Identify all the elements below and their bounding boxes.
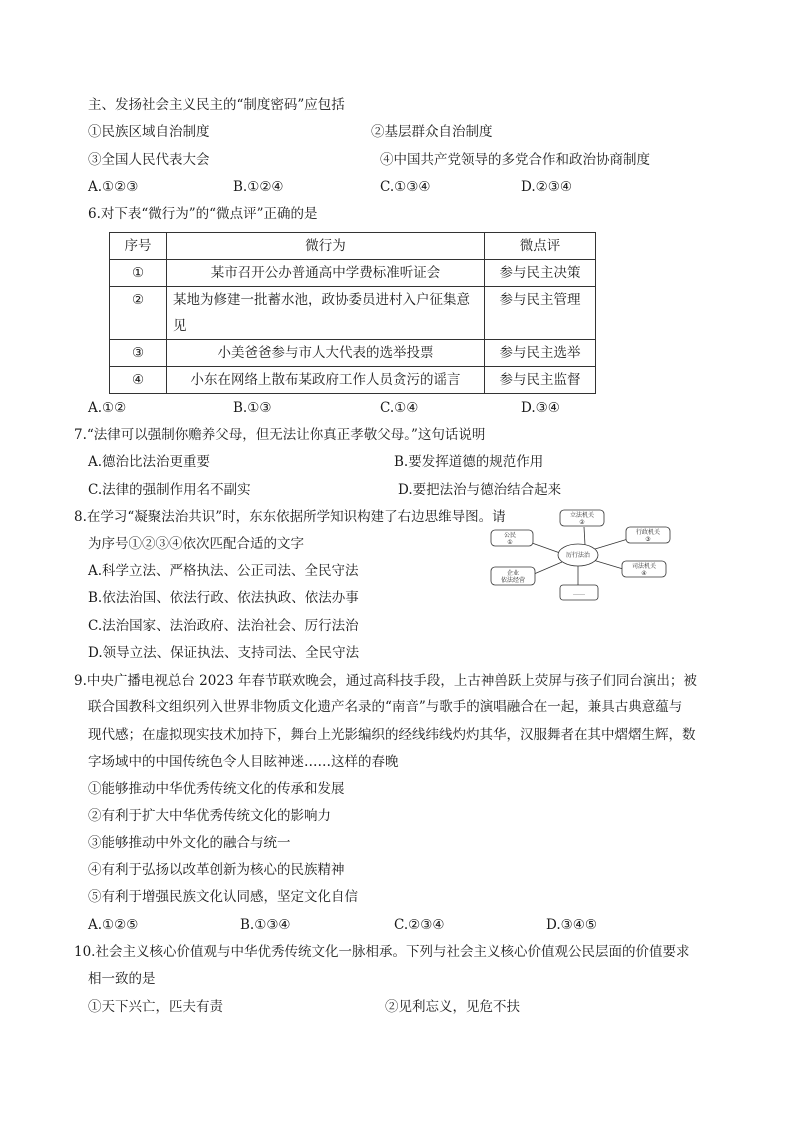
center-node-label: 厉行法治 (565, 552, 591, 559)
row-comment: 参与民主选举 (485, 340, 596, 367)
question-stem-continuation: 主、发扬社会主义民主的“制度密码”应包括 (88, 97, 345, 113)
statement-item: ②基层群众自治制度 (371, 124, 493, 140)
row-behavior: 小美爸爸参与市人大代表的选举投票 (167, 340, 485, 367)
node-ellipsis-label: …… (573, 590, 585, 597)
statement-item: ①能够推动中华优秀传统文化的传承和发展 (88, 781, 345, 797)
answer-option-a: A.①②③ (88, 179, 139, 195)
answer-option-d: D.要把法治与德治结合起来 (398, 482, 562, 498)
statement-item: ②有利于扩大中华优秀传统文化的影响力 (88, 808, 331, 824)
node-legislative-num: ② (579, 519, 585, 526)
statement-item: ③全国人民代表大会 (88, 152, 210, 168)
mind-map-svg (488, 505, 673, 605)
node-enterprise-label: 企业 (506, 570, 520, 577)
row-number: ③ (110, 340, 167, 367)
row-comment: 参与民主管理 (485, 287, 596, 340)
row-behavior: 小东在网络上散布某政府工作人员贪污的谣言 (167, 367, 485, 394)
answer-option-b: B.①③④ (240, 917, 291, 933)
answer-option-a: A.德治比法治更重要 (88, 454, 211, 470)
statement-item: ①民族区域自治制度 (88, 124, 210, 140)
answer-option-b: B.要发挥道德的规范作用 (394, 454, 544, 470)
question-6-stem: 6.对下表“微行为”的“微点评”正确的是 (88, 206, 318, 222)
statement-item: ①天下兴亡，匹夫有责 (88, 999, 223, 1015)
answer-option-c: C.①③④ (380, 179, 431, 195)
answer-option-a: A.①② (88, 400, 127, 416)
table-row (110, 260, 596, 287)
question-9-stem: 9.中央广播电视总台 2023 年春节联欢晚会，通过高科技手段，上古神兽跃上荧屏与孩子们同台演出；被 (74, 673, 697, 689)
node-citizen-num: ① (507, 539, 513, 546)
answer-option-c: C.法律的强制作用名不副实 (88, 482, 251, 498)
question-10-stem: 10.社会主义核心价值观与中华优秀传统文化一脉相承。下列与社会主义核心价值观公民层面的价值要求 (74, 944, 690, 960)
question-8-stem-cont: 为序号①②③④依次匹配合适的文字 (88, 536, 304, 552)
node-administrative-num: ③ (645, 536, 651, 543)
node-citizen-label: 公民 (503, 532, 517, 539)
question-8-stem: 8.在学习“凝聚法治共识”时，东东依据所学知识构建了右边思维导图。请 (74, 509, 506, 525)
node-administrative-label: 行政机关 (635, 529, 661, 536)
answer-option-d: D.③④ (521, 400, 560, 416)
answer-option-b: B.依法治国、依法行政、依法执政、依法办事 (88, 590, 359, 606)
row-number: ④ (110, 367, 167, 394)
question-9-stem-cont: 现代感；在虚拟现实技术加持下，舞台上光影编织的经线纬线灼灼其华，汉服舞者在其中熠熠生辉，数 (88, 727, 696, 743)
row-behavior: 某市召开公办普通高中学费标准听证会 (167, 260, 485, 287)
question-7-stem: 7.“法律可以强制你赡养父母，但无法让你真正孝敬父母。”这句话说明 (74, 427, 486, 443)
node-enterprise-sub: 依法经营 (500, 577, 526, 584)
answer-option-d: D.领导立法、保证执法、支持司法、全民守法 (88, 645, 360, 661)
table-row (110, 340, 596, 367)
answer-option-d: D.③④⑤ (546, 917, 597, 933)
answer-option-c: C.①④ (380, 400, 419, 416)
answer-option-d: D.②③④ (521, 179, 572, 195)
table-row (110, 367, 596, 394)
mind-map-diagram (488, 505, 673, 605)
statement-item: ③能够推动中外文化的融合与统一 (88, 835, 291, 851)
node-judicial-num: ④ (641, 570, 647, 577)
statement-item: ②见利忘义，见危不扶 (385, 999, 520, 1015)
statement-item: ④有利于弘扬以改革创新为核心的民族精神 (88, 862, 345, 878)
column-header-comment: 微点评 (485, 233, 596, 260)
row-comment: 参与民主决策 (485, 260, 596, 287)
answer-option-b: B.①②④ (233, 179, 284, 195)
answer-option-b: B.①③ (233, 400, 272, 416)
table-row (110, 287, 596, 340)
column-header-behavior: 微行为 (167, 233, 485, 260)
question-10-stem-cont: 相一致的是 (88, 971, 156, 987)
node-judicial-label: 司法机关 (631, 563, 657, 570)
question-9-stem-cont: 字场域中的中国传统色令人目眩神迷……这样的春晚 (88, 754, 399, 770)
column-header-number: 序号 (110, 233, 167, 260)
answer-option-a: A.①②⑤ (88, 917, 139, 933)
row-number: ① (110, 260, 167, 287)
row-behavior: 某地为修建一批蓄水池，政协委员进村入户征集意见 (167, 287, 485, 340)
micro-behavior-table (109, 232, 596, 394)
statement-item: ④中国共产党领导的多党合作和政治协商制度 (380, 152, 650, 168)
node-legislative-label: 立法机关 (569, 512, 595, 519)
row-number: ② (110, 287, 167, 340)
row-comment: 参与民主监督 (485, 367, 596, 394)
answer-option-c: C.法治国家、法治政府、法治社会、厉行法治 (88, 618, 359, 634)
table-header-row (110, 233, 596, 260)
question-9-stem-cont: 联合国教科文组织列入世界非物质文化遗产名录的“南音”与歌手的演唱融合在一起，兼具古典意蕴与 (88, 699, 683, 715)
answer-option-a: A.科学立法、严格执法、公正司法、全民守法 (88, 563, 359, 579)
statement-item: ⑤有利于增强民族文化认同感，坚定文化自信 (88, 889, 358, 905)
answer-option-c: C.②③④ (394, 917, 445, 933)
